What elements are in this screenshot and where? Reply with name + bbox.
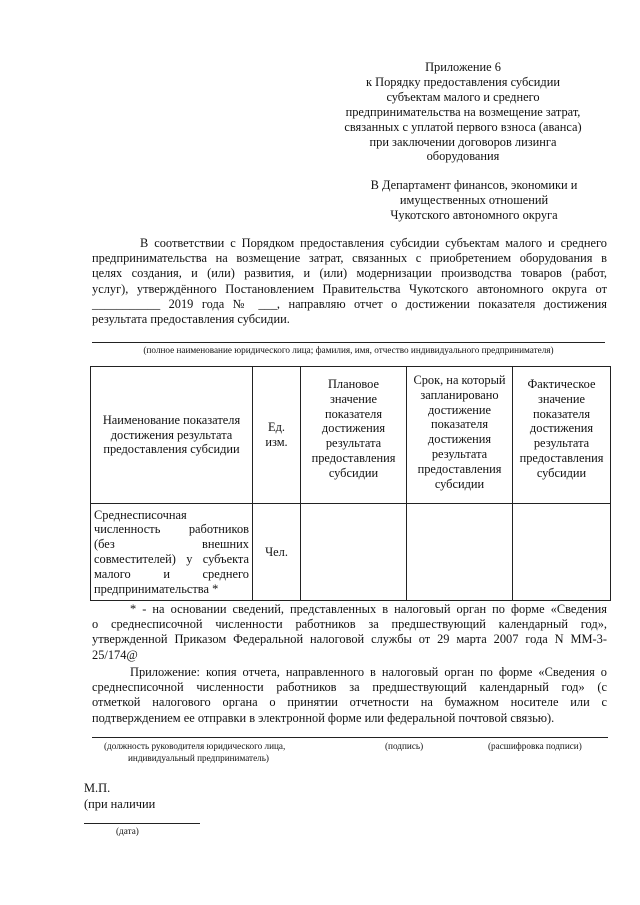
appendix-header: [320, 60, 606, 164]
header-actual-value: Фактическое значение показателя достижения результата предоставления субсидии: [513, 367, 611, 504]
footnote: [92, 602, 607, 663]
intro-line: В соответствии с Порядком предоставления субсидии субъектам малого и среднего: [140, 236, 607, 250]
intro-paragraph: [92, 236, 607, 327]
appendix-line: отметкой налогового органа о принятии отчетности на бумажном носителе или с: [92, 695, 607, 710]
footnote-line: утвержденной Приказом Федеральной налоговой службы от 29 марта 2007 года N ММ-3-: [92, 632, 607, 647]
intro-line: ___________ 2019 года № ___, направляю отчет о достижении показателя достижения: [92, 296, 607, 311]
table-row: [91, 504, 611, 601]
unit-cell: Чел.: [253, 504, 301, 601]
header-line: к Порядку предоставления субсидии: [366, 74, 560, 89]
intro-line: услуг), утверждённого Постановлением Правительства Чукотского автономного округа от: [92, 281, 607, 296]
appendix-line: Приложение: копия отчета, направленного в налоговый орган по форме «Сведения о: [130, 665, 607, 679]
appendix-line: среднесписочной численности работников за предшествующий календарный год» (с: [92, 680, 607, 695]
date-line: [84, 823, 200, 824]
intro-line: предпринимательства на возмещение затрат, связанных с приобретением оборудования в: [92, 251, 607, 266]
signature-decode-caption: (расшифровка подписи): [488, 741, 582, 751]
header-line: Приложение 6: [425, 60, 501, 74]
stamp-note: (при наличии: [84, 796, 156, 811]
indicator-line: предпринимательства *: [94, 581, 219, 596]
header-line: субъектам малого и среднего: [386, 89, 540, 104]
stamp-place: [84, 781, 155, 812]
appendix-line: подтверждением ее отправки в электронной форме или федеральной почтовой связью).: [92, 710, 555, 725]
header-term: Срок, на который запланировано достижение показателя достижения результата предоставления субсидии: [407, 367, 513, 504]
actual-value-cell: [513, 504, 611, 601]
header-line: оборудования: [426, 149, 500, 164]
indicator-line: совместителей) у субъекта: [94, 552, 249, 566]
indicator-line: численность работников: [94, 522, 249, 537]
signature-caption: (подпись): [385, 741, 424, 751]
planned-value-cell: [301, 504, 407, 601]
footnote-line: о среднесписочной численности работников за предшествующий календарный год»,: [92, 617, 607, 632]
footnote-line: 25/174@: [92, 647, 138, 662]
recipient-line: имущественных отношений: [399, 193, 549, 207]
organization-name-caption: (полное наименование юридического лица; фамилия, имя, отчество индивидуального предпринимателя): [143, 345, 554, 355]
recipient-line: В Департамент финансов, экономики и: [370, 178, 578, 192]
indicator-line: малого и среднего: [94, 566, 249, 581]
footnote-line: * - на основании сведений, представленных в налоговый орган по форме «Сведения: [130, 602, 607, 616]
header-line: при заключении договоров лизинга: [369, 134, 557, 149]
header-line: предпринимательства на возмещение затрат,: [345, 104, 581, 119]
signature-line: [92, 737, 608, 738]
header-planned-value: Плановое значение показателя достижения результата предоставления субсидии: [301, 367, 407, 504]
appendix-note: [92, 665, 607, 726]
indicator-line: (без внешних: [94, 537, 249, 552]
intro-line: целях создания, и (или) развития, и (или) модернизации производства товаров (работ,: [92, 266, 607, 281]
recipient-block: [340, 178, 608, 223]
organization-name-line: [92, 342, 605, 343]
header-indicator-name: Наименование показателя достижения результата предоставления субсидии: [91, 367, 253, 504]
stamp-mark: М.П.: [84, 781, 111, 795]
table-header-row: [91, 367, 611, 504]
date-caption: (дата): [116, 826, 139, 836]
intro-line: результата предоставления субсидии.: [92, 312, 290, 327]
header-unit: Ед. изм.: [253, 367, 301, 504]
report-table: [90, 366, 611, 601]
position-caption: (должность руководителя юридического лица,: [104, 741, 286, 751]
indicator-name-cell: [91, 504, 253, 601]
position-caption-2: индивидуальный предприниматель): [128, 753, 269, 763]
indicator-line: Среднесписочная: [94, 507, 187, 522]
term-cell: [407, 504, 513, 601]
recipient-line: Чукотского автономного округа: [390, 208, 558, 222]
header-line: связанных с уплатой первого взноса (аванса): [344, 119, 582, 134]
